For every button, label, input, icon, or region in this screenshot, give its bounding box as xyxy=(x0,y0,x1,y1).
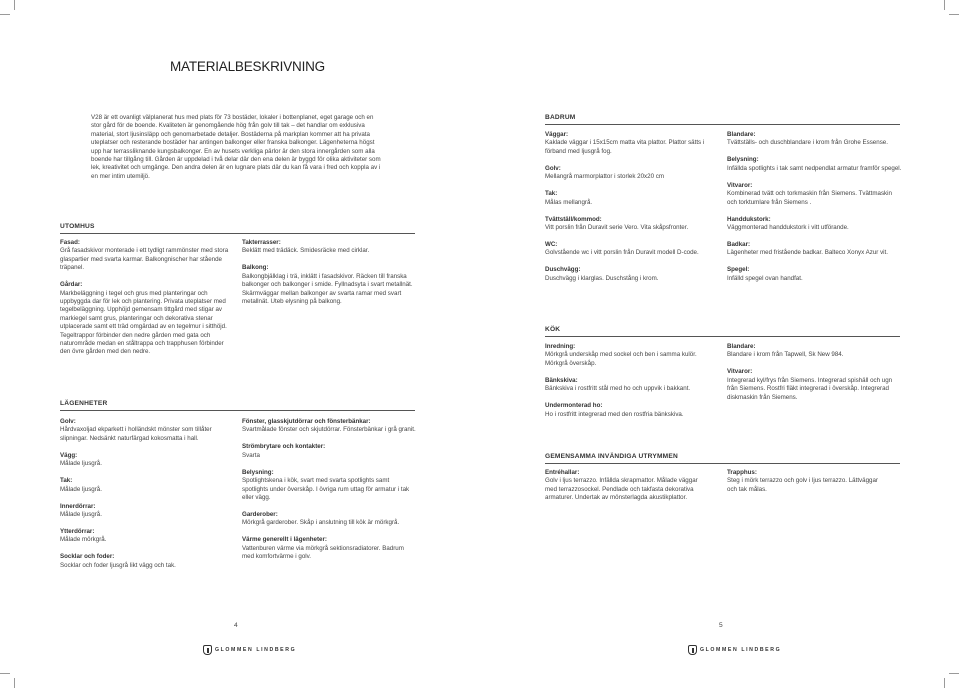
spec-item xyxy=(727,156,902,173)
spec-item xyxy=(545,165,717,182)
spec-item xyxy=(545,343,717,368)
spec-text: Svarta xyxy=(242,451,260,459)
spec-text: Målade ljusgrå. xyxy=(60,511,102,519)
logo-text: GLOMMEN LINDBERG xyxy=(215,647,297,653)
crop-mark xyxy=(944,0,945,10)
crop-mark xyxy=(0,673,10,674)
crop-mark xyxy=(949,673,959,674)
spec-label: Belysning: xyxy=(242,468,274,476)
spec-item xyxy=(727,216,902,233)
spec-label: Spegel: xyxy=(727,266,750,274)
spec-item xyxy=(60,281,232,357)
spec-item xyxy=(242,264,417,306)
spec-label: Vägg: xyxy=(60,451,78,459)
spec-label: Vitvaror: xyxy=(727,181,753,189)
spec-item xyxy=(545,131,717,156)
crop-mark xyxy=(944,678,945,688)
spec-text: Infälld spegel ovan handfat. xyxy=(727,274,803,282)
spec-label: Strömbrytare och kontakter: xyxy=(242,443,326,451)
spec-text: Grå fasadskivor monterade i ett tydligt rammönster med stora glaspartier med svarta karmar. Balkongnischer har stående träpanel. xyxy=(60,247,229,272)
spec-text: Mörkgrå underskåp med sockel och ben i samma kulör. Mörkgrå överskåp. xyxy=(545,351,697,367)
spec-label: Bänkskiva: xyxy=(545,376,578,384)
spec-label: Ytterdörrar: xyxy=(60,528,95,536)
section-heading-lagenheter: LÄGENHETER xyxy=(60,400,108,407)
spec-item xyxy=(242,443,417,460)
spec-label: Handdukstork: xyxy=(727,215,771,223)
spec-item xyxy=(60,553,225,570)
spec-text: Golvstående wc i vitt porslin från Duravit modell D-code. xyxy=(545,249,699,257)
spec-label: Värme generellt i lägenheter: xyxy=(242,536,327,544)
spec-item xyxy=(60,452,225,469)
spec-item xyxy=(727,368,902,402)
spec-item xyxy=(60,528,225,545)
spec-label: Takterrasser: xyxy=(242,239,281,246)
spec-text: Tvättställs- och duschblandare i krom från Grohe Essense. xyxy=(727,139,888,147)
spec-item xyxy=(60,239,232,273)
kok-left-column xyxy=(545,343,717,428)
spec-text: Kaklade väggar i 15x15cm matta vita plattor. Plattor sätts i förband med ljusgrå fog. xyxy=(545,139,705,155)
gemensamma-right-column xyxy=(727,469,887,503)
spec-item xyxy=(545,190,717,207)
spec-item xyxy=(545,377,717,394)
logo-emblem-icon xyxy=(203,645,212,655)
spec-label: Vitvaror: xyxy=(727,368,753,376)
brand-logo-left xyxy=(203,645,296,655)
spec-text: Bänkskiva i rostfritt stål med ho och uppvik i bakkant. xyxy=(545,385,691,393)
section-rule xyxy=(545,124,900,125)
spec-label: Blandare: xyxy=(727,131,756,138)
spec-text: Markbeläggning i tegel och grus med planteringar och uppbyggda dar för lek och plantering. Privata uteplatser med tegelbeläggning. Upphöjd gemensam tittgård med stigar av markiegel samt grus, planteringar och dekorativa stenar utplacerade samt ett träd omgärdad av en tegelmur i sitthöjd. Tegeltrappor förbinder den nedre gården med gata och naturområde medan en ståltrappa och trapphusen förbinder den övre gården med den nedre. xyxy=(60,289,227,356)
spec-item xyxy=(545,216,717,233)
spec-label: Balkong: xyxy=(242,264,269,272)
spec-item xyxy=(60,503,225,520)
spec-label: Blandare: xyxy=(727,343,756,350)
spec-item xyxy=(242,511,417,528)
spec-label: Tak: xyxy=(545,190,558,198)
page-title: MATERIALBESKRIVNING xyxy=(170,59,325,74)
logo-text: GLOMMEN LINDBERG xyxy=(700,647,782,653)
spec-item xyxy=(727,241,902,258)
spec-label: Belysning: xyxy=(727,156,759,164)
spec-item xyxy=(727,131,902,148)
spec-label: Golv: xyxy=(60,418,76,425)
spec-label: Entréhallar: xyxy=(545,469,580,476)
badrum-left-column xyxy=(545,131,717,292)
spec-label: Gårdar: xyxy=(60,281,83,289)
spec-item xyxy=(242,536,417,561)
section-heading-utomhus: UTOMHUS xyxy=(60,223,95,230)
spec-text: Lägenheter med fristående badkar. Balteco Xonyx Azur vit. xyxy=(727,249,888,257)
logo-emblem-icon xyxy=(688,645,697,655)
spec-text: Ho i rostfritt integrerad med den rostfria bänkskiva. xyxy=(545,410,684,418)
spec-label: Tvättställ/kommod: xyxy=(545,215,602,223)
section-heading-kok: KÖK xyxy=(545,326,561,333)
spec-label: Garderober: xyxy=(242,511,278,519)
spec-text: Mörkgrå garderober. Skåp i anslutning till kök är mörkgrå. xyxy=(242,519,400,527)
spec-text: Målade ljusgrå. xyxy=(60,485,102,493)
spec-label: Väggar: xyxy=(545,131,569,138)
spec-label: Tak: xyxy=(60,477,73,485)
spec-label: Innerdörrar: xyxy=(60,502,96,510)
spec-item xyxy=(545,266,717,283)
spec-text: Socklar och foder ljusgrå likt vägg och tak. xyxy=(60,561,176,569)
spec-item xyxy=(727,266,902,283)
spec-text: Hårdvaxoljad ekparkett i holländskt mönster som tillåter slipningar. Nedsänkt naturfärgad kokosmatta i hall. xyxy=(60,426,212,442)
spec-text: Målade mörkgrå. xyxy=(60,536,107,544)
spec-text: Mellangrå marmorplattor i storlek 20x20 cm xyxy=(545,173,664,181)
spec-item xyxy=(242,418,417,435)
spec-text: Väggmonterad handdukstork i vitt utförande. xyxy=(727,224,849,232)
spec-text: Svartmålade fönster och skjutdörrar. Fönsterbänkar i grå granit. xyxy=(242,426,416,434)
spec-label: Duschvägg: xyxy=(545,266,581,274)
spec-text: Vitt porslin från Duravit serie Vero. Vita skåpsfronter. xyxy=(545,224,689,232)
spec-item xyxy=(727,469,887,494)
spec-text: Duschvägg i klarglas. Duschstång i krom. xyxy=(545,274,659,282)
spec-item xyxy=(545,402,717,419)
badrum-right-column xyxy=(727,131,902,292)
spec-text: Integrerad kyl/frys från Siemens. Integrerad spishäll och ugn från Siemens. Rostfri fläkt integrerad i överskåp. Integrerad diskmaskin från Siemens. xyxy=(727,376,893,401)
spec-text: Målade ljusgrå. xyxy=(60,460,102,468)
lagenheter-left-column xyxy=(60,418,225,579)
spec-label: Socklar och foder: xyxy=(60,553,115,561)
brand-logo-right xyxy=(688,645,781,655)
spec-text: Spotlightskena i kök, svart med svarta spotlights samt spotlights under överskåp. I övriga rum uttag för armatur i tak eller vägg. xyxy=(242,477,410,502)
spec-label: Undermonterad ho: xyxy=(545,402,603,410)
spec-item xyxy=(727,343,902,360)
page-number-left: 4 xyxy=(234,622,238,629)
spec-text: Golv i ljus terrazzo. Infällda skrapmattor. Målade väggar med terrazzosockel. Pendlade och takfasta dekorativa armaturer. Undertak av mönsterlagda akustikplattor. xyxy=(545,477,698,502)
spec-label: Golv: xyxy=(545,164,561,172)
spec-text: Blandare i krom från Tapwell, Sk New 984. xyxy=(727,351,844,359)
spec-text: Beklätt med trädäck. Smidesräcke med cirklar. xyxy=(242,247,370,255)
spec-item xyxy=(242,469,417,503)
spec-label: Badkar: xyxy=(727,241,751,249)
spec-text: Infällda spotlights i tak samt nedpendlat armatur framför spegel. xyxy=(727,164,902,172)
spec-label: WC: xyxy=(545,241,558,249)
crop-mark xyxy=(14,678,15,688)
section-rule xyxy=(60,233,415,234)
lagenheter-right-column xyxy=(242,418,417,570)
spec-label: Fasad: xyxy=(60,239,80,246)
spec-item xyxy=(242,239,417,256)
crop-mark xyxy=(0,14,10,15)
section-heading-badrum: BADRUM xyxy=(545,114,576,121)
utomhus-left-column xyxy=(60,239,232,365)
utomhus-right-column xyxy=(242,239,417,315)
section-heading-gemensamma: GEMENSAMMA INVÄNDIGA UTRYMMEN xyxy=(545,453,678,460)
kok-right-column xyxy=(727,343,902,411)
spec-item xyxy=(60,418,225,443)
section-rule xyxy=(60,410,415,411)
spec-text: Vattenburen värme via mörkgrå sektionsradiatorer. Badrum med komfortvärme i golv. xyxy=(242,544,404,561)
page-number-right: 5 xyxy=(719,622,723,629)
spec-item xyxy=(727,182,902,207)
spec-item xyxy=(545,469,710,503)
spec-text: Kombinerad tvätt och torkmaskin från Siemens. Tvättmaskin och torktumlare från Siemens . xyxy=(727,190,892,206)
crop-mark xyxy=(14,0,15,10)
spec-label: Fönster, glasskjutdörrar och fönsterbänkar: xyxy=(242,418,371,425)
gemensamma-left-column xyxy=(545,469,710,511)
spec-item xyxy=(545,241,717,258)
spec-item xyxy=(60,477,225,494)
spec-text: Målas mellangrå. xyxy=(545,198,593,206)
spec-text: Balkongbjälklag i trä, inklätt i fasadskivor. Räcken till franska balkonger och balkonger i smide. Fyllnadsyta i svart metallnät. Skärmväggar mellan balkonger av svarta ramar med svart metallnät. Uteb elysning på balkong. xyxy=(242,272,413,306)
section-rule xyxy=(545,336,900,337)
section-rule xyxy=(545,463,900,464)
spec-label: Trapphus: xyxy=(727,469,757,476)
spec-text: Steg i mörk terrazzo och golv i ljus terrazzo. Lättväggar och tak målas. xyxy=(727,477,878,493)
crop-mark xyxy=(949,14,959,15)
spec-label: Inredning: xyxy=(545,343,576,350)
intro-paragraph: V28 är ett ovanligt välplanerat hus med plats för 73 bostäder, lokaler i bottenplanet, eget garage och en stor gård för de boende. Kvaliteten är genomgående hög från golv till tak – det handlar om exklusiva material, stort ljusinsläpp och genomarbetade detaljer. Bostäderna på markplan kommer att ha privata uteplatser och resterande bostäder har antingen balkonger eller franska balkonger. Lägenheterna högst upp har terrassliknande kungsbalkonger. En av husets verkliga pärlor är den stora innergården som alla boende har tillgång till. Gården är uppdelad i två delar där den ena delen är byggd för olika aktiviteter som lek, kreativitet och umgänge. Den andra delen är en lugnare plats där du kan få vara i fred och koppla av i en mer intim utemiljö. xyxy=(91,114,381,180)
